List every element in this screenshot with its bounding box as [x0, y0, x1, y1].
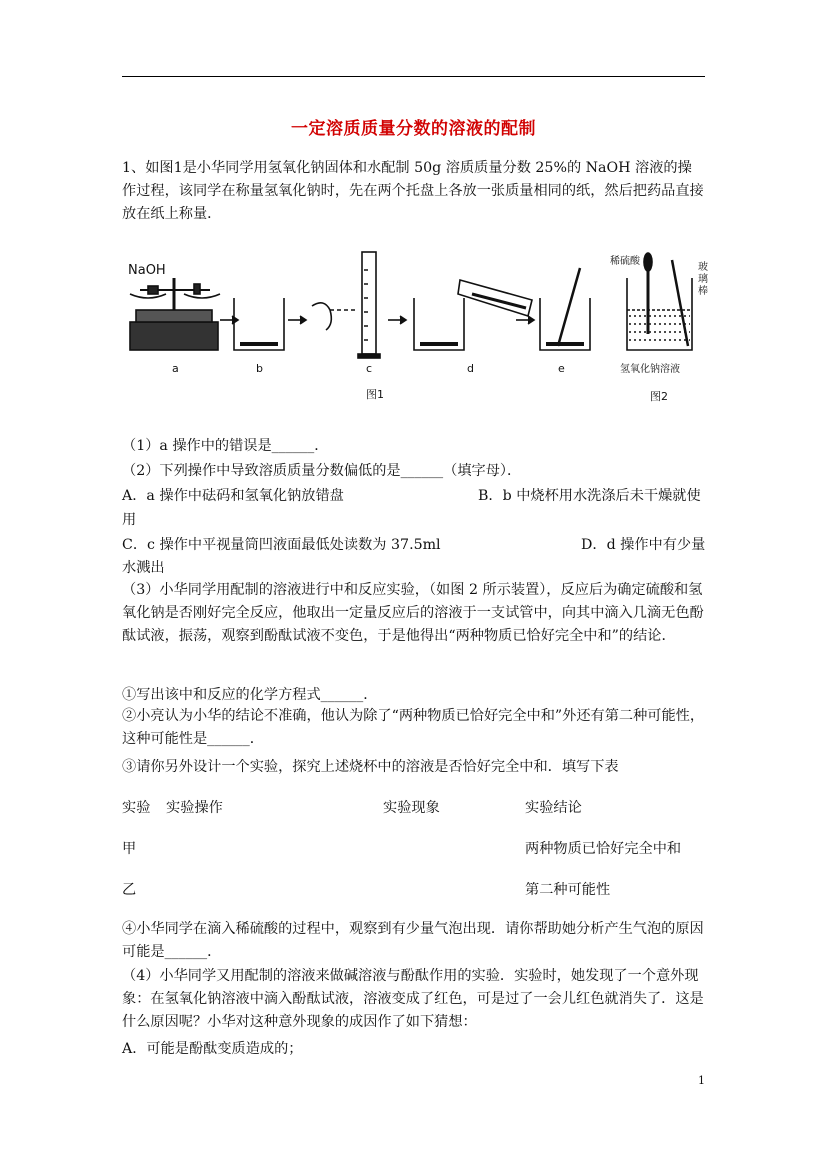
- option-a: A．a 操作中砝码和氢氧化钠放错盘: [122, 488, 344, 504]
- table-header: 实验操作: [166, 800, 223, 816]
- rod-label: 璃: [698, 274, 708, 285]
- header-rule: [122, 76, 705, 77]
- page-number: 1: [698, 1074, 705, 1087]
- table-row-label: 乙: [122, 882, 137, 898]
- table-header: 实验结论: [525, 800, 582, 816]
- question-1-intro: 1、如图1是小华同学用氢氧化钠固体和水配制 50g 溶质质量分数 25%的 NaOH 溶液的操作过程，该同学在称量氢氧化钠时，先在两个托盘上各放一张质量相同的纸，然后把药品直接放在纸上称量．: [122, 160, 704, 222]
- table-row-conclusion: 两种物质已恰好完全中和: [525, 841, 682, 857]
- option-c: C．c 操作中平视量筒凹液面最低处读数为 37.5ml: [122, 537, 441, 553]
- table-row-label: 甲: [122, 841, 137, 857]
- neutralization-beaker-icon: [627, 253, 692, 350]
- sub-question-4: ④小华同学在滴入稀硫酸的过程中，观察到有少量气泡出现．请你帮助她分析产生气泡的原因可能是______．: [122, 921, 704, 960]
- sub-question-3: ③请你另外设计一个实验，探究上述烧杯中的溶液是否恰好完全中和．填写下表: [122, 759, 619, 775]
- guess-a: A．可能是酚酞变质造成的；: [122, 1041, 303, 1057]
- figure-1-caption: 图1: [366, 388, 384, 401]
- rod-label: 玻: [698, 262, 708, 273]
- sub-question-2: ②小亮认为小华的结论不准确，他认为除了“两种物质已恰好完全中和”外还有第二种可能性，这种可能性是______．: [122, 708, 705, 747]
- option-b: B．b 中烧杯用水洗涤后未干燥就使: [478, 488, 701, 504]
- option-d-cont: 水溅出: [122, 560, 165, 576]
- acid-label: 稀硫酸: [610, 256, 640, 267]
- sub-question-1: ①写出该中和反应的化学方程式______．: [122, 687, 378, 703]
- table-row-conclusion: 第二种可能性: [525, 882, 611, 898]
- graduated-cylinder-icon: [312, 252, 380, 358]
- step-label: c: [366, 362, 373, 375]
- solution-label: 氢氧化钠溶液: [620, 364, 680, 375]
- step-label: b: [256, 362, 263, 375]
- option-d: D．d 操作中有少量: [581, 537, 706, 553]
- option-b-cont: 用: [122, 512, 137, 528]
- question-1-4: （4）小华同学又用配制的溶液来做碱溶液与酚酞作用的实验．实验时，她发现了一个意外现象：在氢氧化钠溶液中滴入酚酞试液，溶液变成了红色，可是过了一会儿红色就消失了．这是什么原因呢？小华对这种意外现象的成因作了如下猜想：: [122, 968, 704, 1030]
- question-1-1: （1）a 操作中的错误是______．: [122, 438, 329, 454]
- question-1-2: （2）下列操作中导致溶质质量分数偏低的是______（填字母）．: [122, 463, 522, 479]
- rod-label: 棒: [698, 286, 708, 297]
- figure-2-caption: 图2: [650, 390, 668, 403]
- table-header: 实验: [122, 800, 151, 816]
- stirring-beaker-icon: [540, 268, 590, 350]
- naoh-label: NaOH: [128, 263, 166, 278]
- pouring-beaker-icon: [414, 280, 532, 350]
- beaker-icon: [234, 298, 284, 350]
- table-header: 实验现象: [383, 800, 440, 816]
- question-1-3: （3）小华同学用配制的溶液进行中和反应实验，（如图 2 所示装置），反应后为确定硫酸和氢氧化钠是否刚好完全反应，他取出一定量反应后的溶液于一支试管中，向其中滴入几滴无色酚酞试液，振荡，观察到酚酞试液不变色，于是他得出“两种物质已恰好完全中和”的结论．: [122, 582, 704, 644]
- page-title: 一定溶质质量分数的溶液的配制: [291, 119, 536, 139]
- experiment-figure: [122, 250, 712, 410]
- balance-icon: [130, 278, 220, 350]
- step-label: d: [467, 362, 474, 375]
- step-label: a: [172, 362, 179, 375]
- step-label: e: [558, 362, 565, 375]
